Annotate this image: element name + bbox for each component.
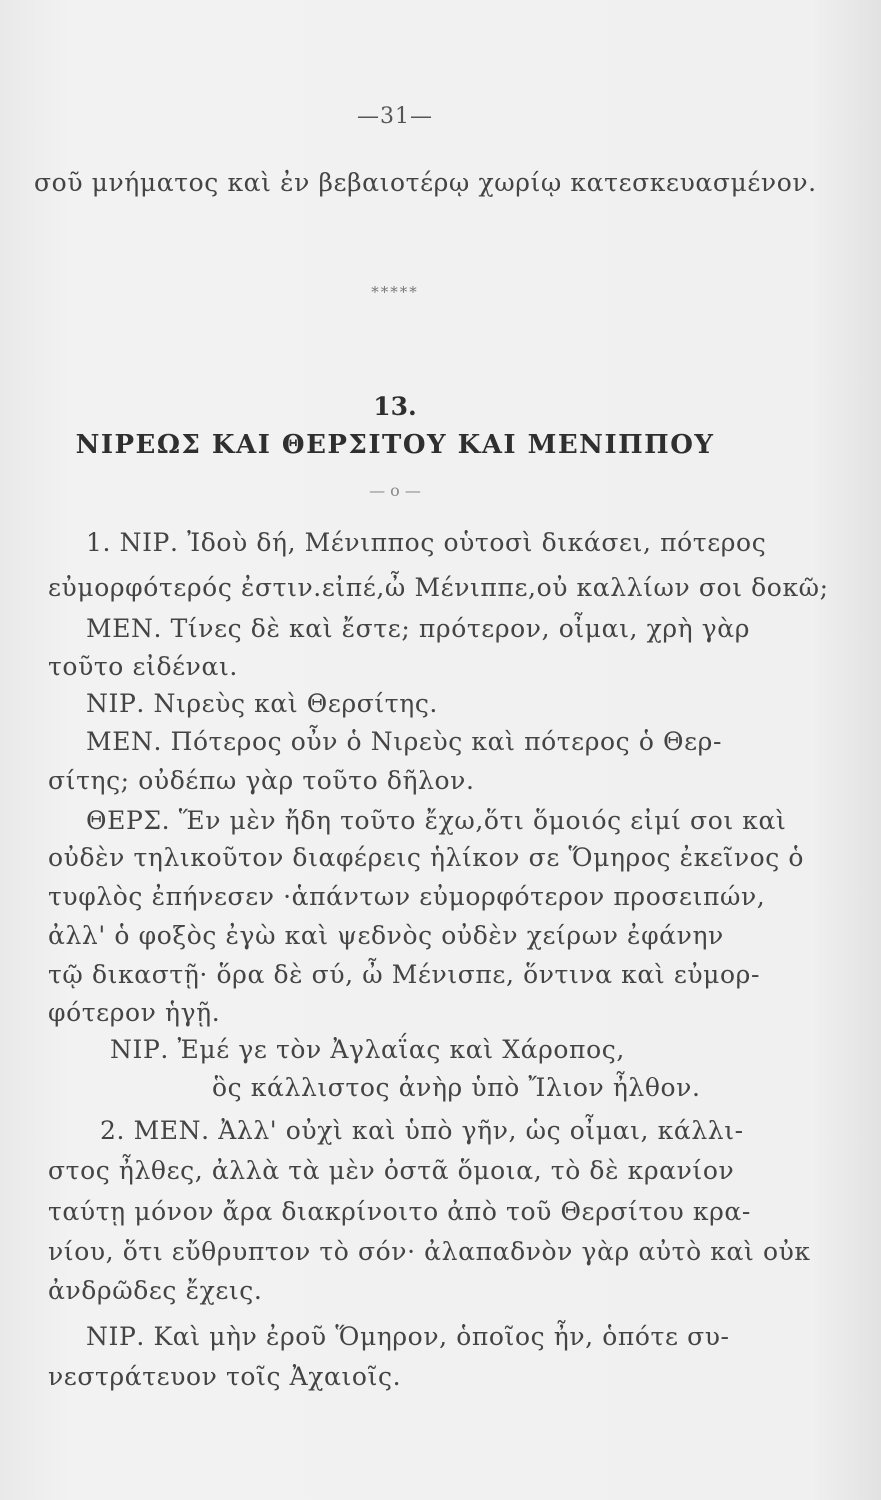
text-line: νεστράτευον τοῖς Ἀχαιοῖς. <box>48 1362 402 1391</box>
page-number: —31— <box>357 104 433 129</box>
text-line: ΘΕΡΣ. Ἕν μὲν ἤδη τοῦτο ἔχω,ὅτι ὅμοιός εἰμί σοι καὶ <box>86 806 787 835</box>
section-title: ΝΙΡΕΩΣ ΚΑΙ ΘΕΡΣΙΤΟΥ ΚΑΙ ΜΕΝΙΠΠΟΥ <box>75 430 715 460</box>
intro-line: σοῦ μνήματος καὶ ἐν βεβαιοτέρῳ χωρίῳ κατεσκευασμένον. <box>34 168 817 197</box>
text-line: νίου, ὅτι εὔθρυπτον τὸ σόν· ἀλαπαδνὸν γὰρ αὐτὸ καὶ οὐκ <box>48 1237 811 1266</box>
text-line: στος ἦλθες, ἀλλὰ τὰ μὲν ὀστᾶ ὅμοια, τὸ δὲ κρανίον <box>48 1156 735 1185</box>
text-line: τοῦτο εἰδέναι. <box>48 652 238 681</box>
section-number: 13. <box>373 392 417 421</box>
verse-line: ΝΙΡ. Ἐμέ γε τὸν Ἀγλαΐας καὶ Χάροπος, <box>110 1035 625 1064</box>
text-line: ἀνδρῶδες ἔχεις. <box>48 1276 263 1305</box>
verse-line: ὃς κάλλιστος ἀνὴρ ὑπὸ Ἴλιον ἦλθον. <box>212 1073 701 1102</box>
text-line: τυφλὸς ἐπήνεσεν ·ἁπάντων εὐμορφότερον προσειπών, <box>48 882 766 911</box>
text-line: ἀλλ' ὁ φοξὸς ἐγὼ καὶ ψεδνὸς οὐδὲν χείρων ἐφάνην <box>48 921 724 950</box>
text-line: εὐμορφότερός ἐστιν.εἰπέ,ὦ Μένιππε,οὐ καλλίων σοι δοκῶ; <box>48 573 829 602</box>
text-line: ΜΕΝ. Πότερος οὖν ὁ Νιρεὺς καὶ πότερος ὁ Θερ- <box>86 727 723 756</box>
text-line: ΜΕΝ. Τίνες δὲ καὶ ἔστε; πρότερον, οἶμαι, χρὴ γὰρ <box>86 614 751 643</box>
text-line: οὐδὲν τηλικοῦτον διαφέρεις ἡλίκον σε Ὅμηρος ἐκεῖνος ὁ <box>48 843 805 872</box>
text-line: ΝΙΡ. Καὶ μὴν ἐροῦ Ὅμηρον, ὁποῖος ἦν, ὁπότε συ- <box>86 1322 730 1351</box>
title-divider: — ο — <box>369 481 421 500</box>
text-line: 2. ΜΕΝ. Ἀλλ' οὐχὶ καὶ ὑπὸ γῆν, ὡς οἶμαι, κάλλι- <box>100 1116 744 1145</box>
text-line: ΝΙΡ. Νιρεὺς καὶ Θερσίτης. <box>86 689 438 718</box>
text-line: ταύτῃ μόνον ἄρα διακρίνοιτο ἀπὸ τοῦ Θερσίτου κρα- <box>48 1197 751 1226</box>
text-line: τῷ δικαστῇ· ὅρα δὲ σύ, ὦ Μένισπε, ὅντινα καὶ εὐμορ- <box>48 960 761 989</box>
section-separator: ***** <box>371 283 419 301</box>
text-line: φότερον ἡγῇ. <box>48 998 221 1027</box>
text-line: σίτης; οὐδέπω γὰρ τοῦτο δῆλον. <box>48 766 475 795</box>
text-line: 1. ΝΙΡ. Ἰδοὺ δή, Μένιππος οὑτοσὶ δικάσει, πότερος <box>86 528 767 557</box>
